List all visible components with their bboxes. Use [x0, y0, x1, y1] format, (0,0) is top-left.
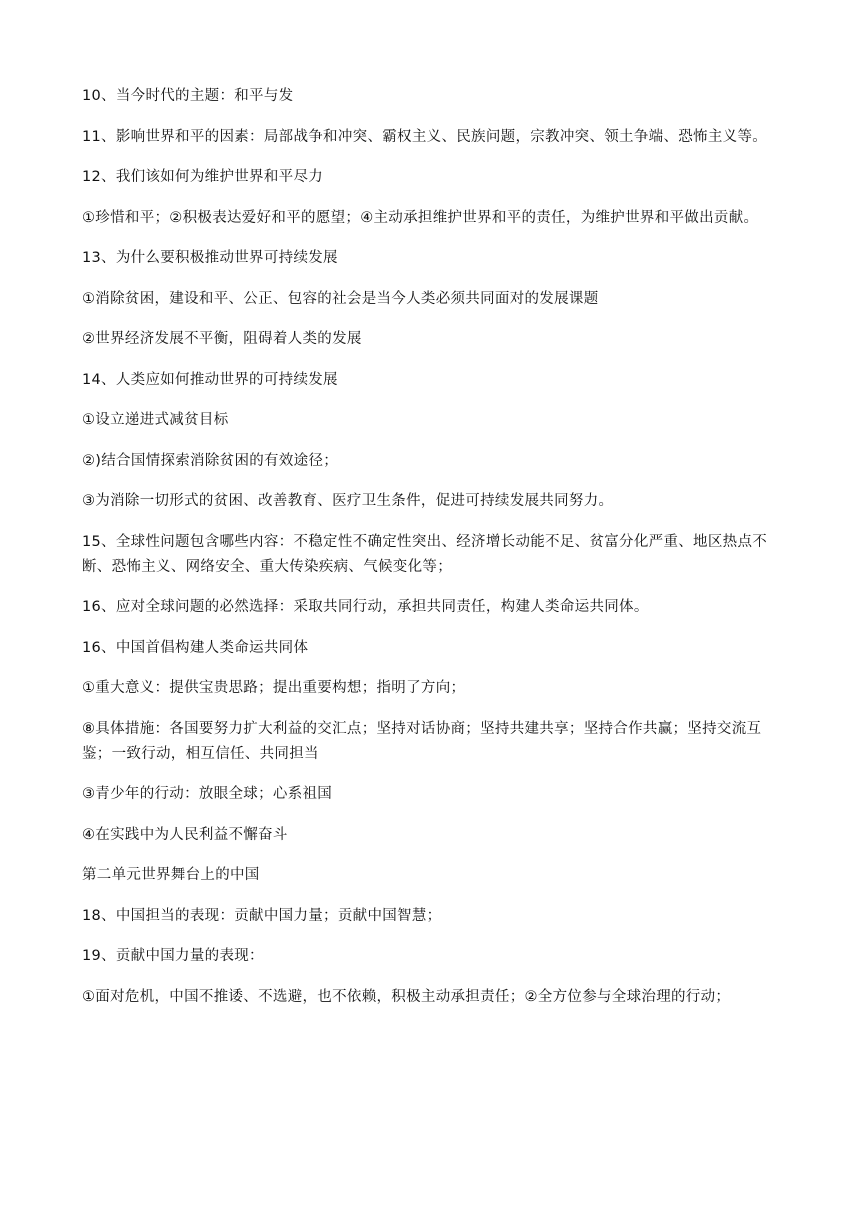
paragraph-topic-16-heading: 16、中国首倡构建人类命运共同体: [82, 639, 309, 656]
paragraph-topic-14-point-1: ①设立递进式减贫目标: [82, 412, 229, 428]
document-body: [82, 84, 772, 1025]
paragraph-topic-19-points: ①面对危机，中国不推诿、不选避，也不依赖，积极主动承担责任；②全方位参与全球治理的行动；: [82, 988, 731, 1005]
paragraph-topic-19-heading: 19、贡献中国力量的表现：: [82, 948, 264, 964]
paragraph-topic-16-point-1: ①重大意义：提供宝贵思路；提出重要构想；指明了方向；: [82, 680, 466, 696]
paragraph-topic-16-point-3: ③青少年的行动：放眼全球；心系祖国: [82, 786, 333, 802]
paragraph-topic-10: 10、当今时代的主题：和平与发: [82, 88, 294, 104]
paragraph-topic-16-point-4: ④在实践中为人民利益不懈奋斗: [82, 826, 288, 843]
paragraph-topic-14-heading: 14、人类应如何推动世界的可持续发展: [82, 371, 338, 388]
paragraph-topic-14-point-2: ②)结合国情探索消除贫困的有效途径；: [82, 452, 339, 469]
paragraph-topic-13-heading: 13、为什么要积极推动世界可持续发展: [82, 250, 338, 266]
paragraph-topic-16-choice: 16、应对全球问题的必然选择：采取共同行动，承担共同责任，构建人类命运共同体。: [82, 599, 649, 615]
paragraph-topic-13-point-2: ②世界经济发展不平衡，阻碍着人类的发展: [82, 331, 362, 347]
unit-heading: 第二单元世界舞台上的中国: [82, 867, 260, 883]
paragraph-topic-13-point-1: ①消除贫困，建设和平、公正、包容的社会是当今人类必须共同面对的发展课题: [82, 290, 599, 307]
paragraph-topic-11: 11、影响世界和平的因素：局部战争和冲突、霸权主义、民族问题，宗教冲突、领土争端、恐怖主义等。: [82, 128, 768, 145]
paragraph-topic-12-heading: 12、我们该如何为维护世界和平尽力: [82, 169, 324, 185]
paragraph-topic-15: 15、全球性问题包含哪些内容：不稳定性不确定性突出、经济增长动能不足、贫富分化严重、地区热点不断、恐怖主义、网络安全、重大传染疾病、气候变化等；: [82, 533, 768, 575]
paragraph-topic-16-point-2: ⑧具体措施：各国要努力扩大利益的交汇点；坚持对话协商；坚持共建共享；坚持合作共赢；坚持交流互鉴；一致行动，相互信任、共同担当: [82, 720, 762, 762]
paragraph-topic-14-point-3: ③为消除一切形式的贫困、改善教育、医疗卫生条件，促进可持续发展共同努力。: [82, 493, 614, 509]
paragraph-topic-12-points: ①珍惜和平；②积极表达爱好和平的愿望；④主动承担维护世界和平的责任，为维护世界和平做出贡献。: [82, 209, 759, 226]
paragraph-topic-18: 18、中国担当的表现：贡献中国力量；贡献中国智慧；: [82, 907, 442, 924]
